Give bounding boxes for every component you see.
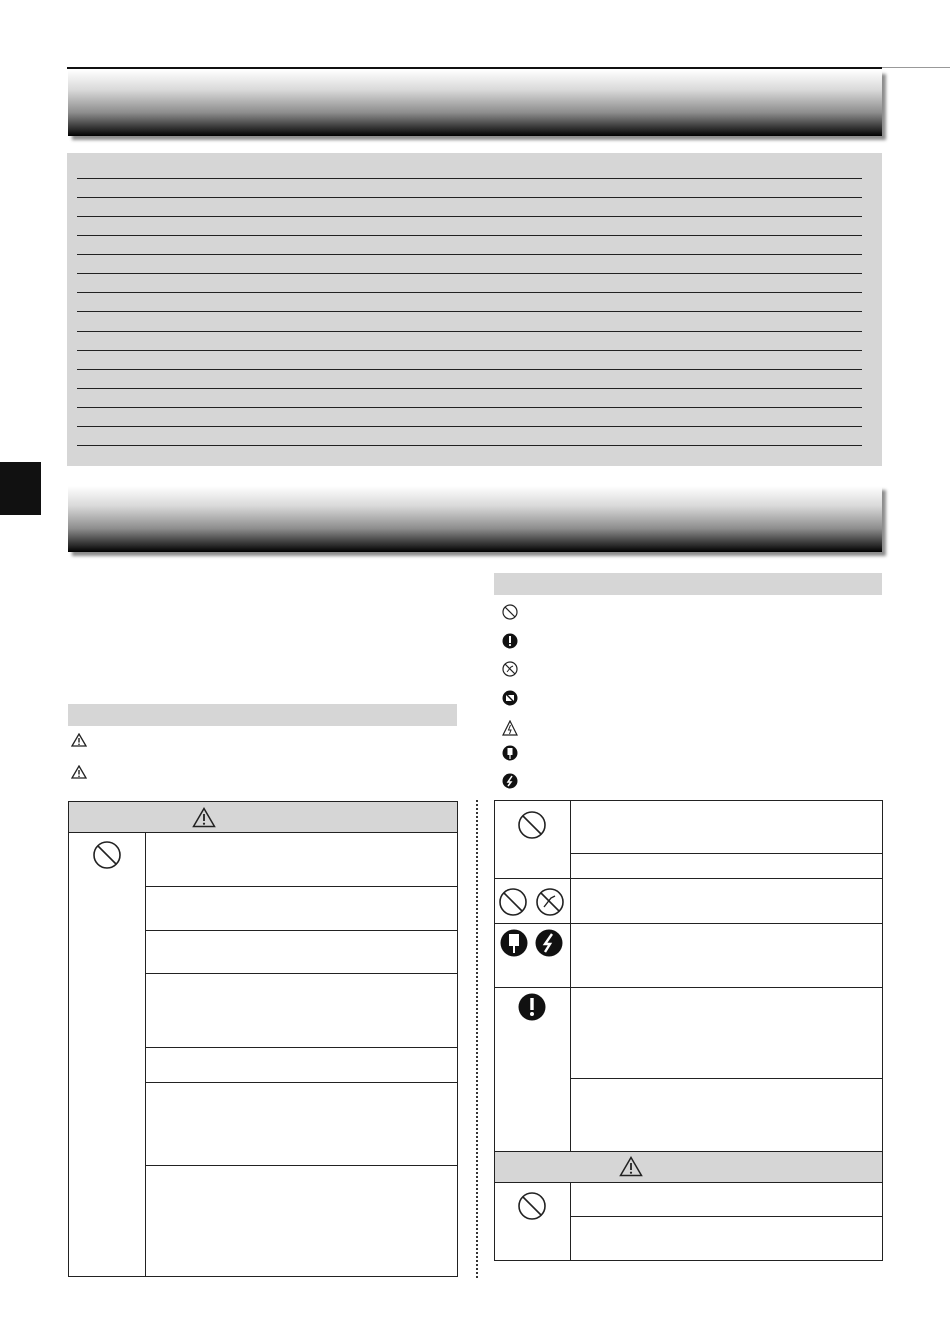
table-rule	[145, 1047, 458, 1048]
table-rule	[494, 1182, 883, 1183]
toc-row-line	[77, 369, 862, 370]
earth-ground-icon	[535, 929, 563, 957]
table-column-divider	[145, 832, 146, 1277]
table-rule	[145, 930, 458, 931]
electric-shock-warning-icon	[502, 720, 518, 736]
toc-row-line	[77, 311, 862, 312]
table-of-contents	[67, 153, 882, 466]
warning-table-header	[69, 802, 457, 832]
toc-row-line	[77, 331, 862, 332]
symbols-header	[494, 573, 882, 595]
warning-triangle-icon	[192, 807, 216, 828]
table-column-divider	[570, 1182, 571, 1261]
unplug-icon	[502, 745, 518, 761]
table-rule	[494, 923, 883, 924]
section-side-tab	[0, 462, 41, 515]
toc-row-line	[77, 445, 862, 446]
earth-ground-icon	[502, 773, 518, 789]
table-rule	[494, 878, 883, 879]
table-rule	[494, 987, 883, 988]
prohibition-icon	[517, 810, 547, 840]
prohibition-icon	[502, 604, 518, 620]
toc-row-line	[77, 388, 862, 389]
mandatory-icon	[518, 993, 546, 1021]
toc-row-line	[77, 273, 862, 274]
warning-table-left	[68, 801, 458, 1277]
toc-row-line	[77, 197, 862, 198]
toc-row-line	[77, 235, 862, 236]
toc-row-line	[77, 254, 862, 255]
no-touch-icon	[502, 661, 518, 677]
table-rule	[68, 832, 458, 833]
safety-banner	[68, 486, 882, 552]
table-rule	[570, 853, 883, 854]
warning-triangle-icon	[71, 733, 87, 747]
top-rule	[67, 67, 882, 69]
toc-row-line	[77, 216, 862, 217]
toc-row-line	[77, 292, 862, 293]
toc-row-line	[77, 426, 862, 427]
contents-banner	[68, 70, 882, 136]
top-rule-thin	[882, 67, 950, 68]
table-rule	[145, 1082, 458, 1083]
table-rule	[145, 973, 458, 974]
toc-row-line	[77, 407, 862, 408]
prohibition-icon	[92, 840, 122, 870]
table-rule	[145, 886, 458, 887]
prohibition-icon	[517, 1191, 547, 1221]
caution-triangle-icon	[619, 1156, 643, 1177]
table-rule	[570, 1078, 883, 1079]
column-divider-dotted	[476, 800, 478, 1278]
signal-words-header	[68, 704, 457, 726]
table-rule	[570, 1216, 883, 1217]
warning-table-right	[494, 800, 883, 1261]
table-rule	[145, 1165, 458, 1166]
no-touch-icon	[535, 887, 565, 917]
no-water-icon	[502, 690, 518, 706]
prohibition-icon	[498, 887, 528, 917]
unplug-icon	[500, 929, 528, 957]
toc-row-line	[77, 178, 862, 179]
toc-row-line	[77, 350, 862, 351]
caution-triangle-icon	[71, 765, 87, 779]
mandatory-icon	[502, 633, 518, 649]
caution-table-header	[495, 1152, 882, 1182]
